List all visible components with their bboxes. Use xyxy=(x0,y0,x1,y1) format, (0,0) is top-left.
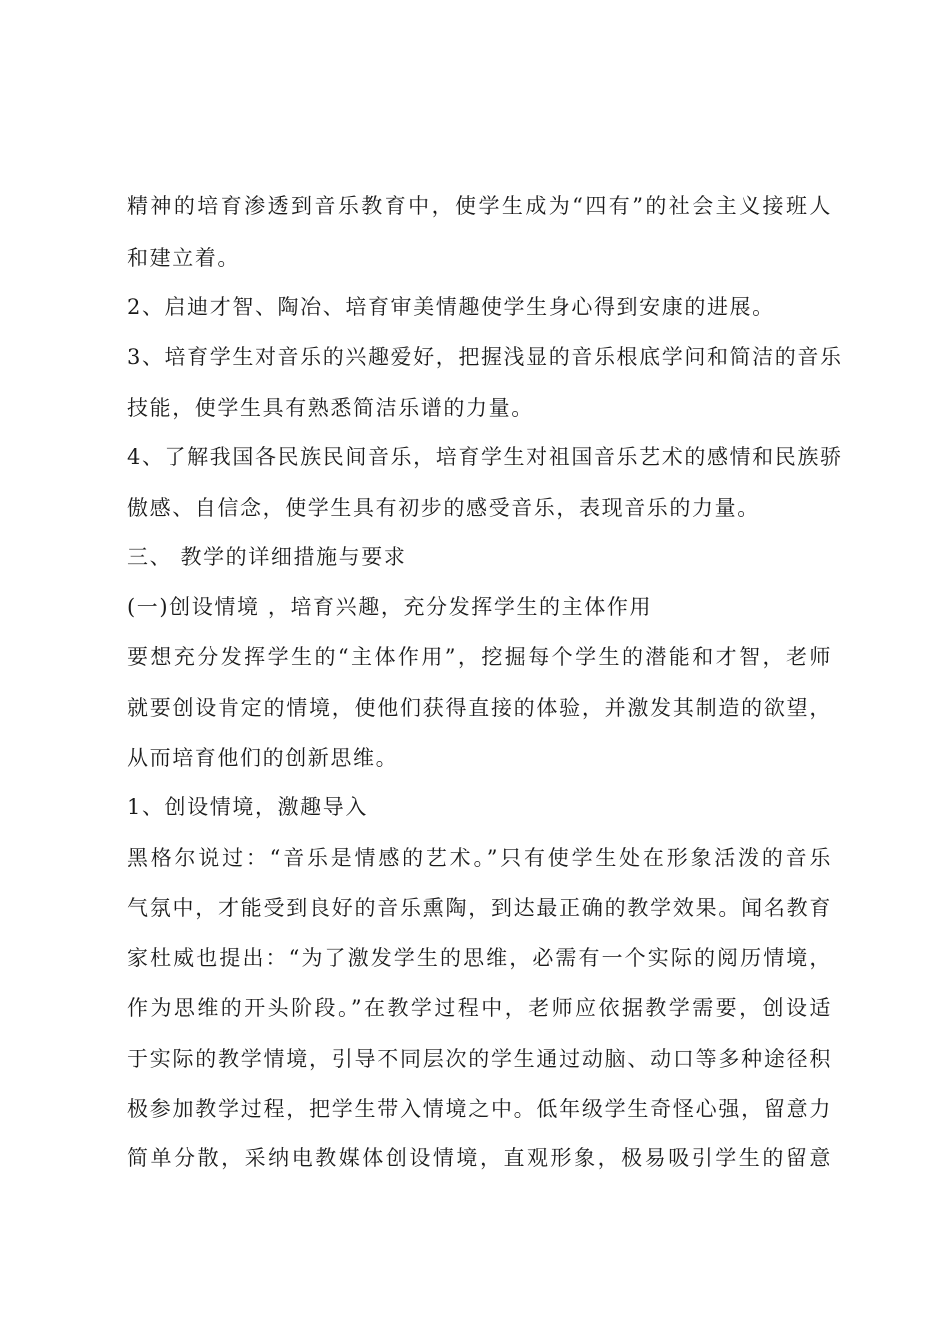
paragraph-line: 4、了解我国各民族民间音乐，培育学生对祖国音乐艺术的感情和民族骄 xyxy=(127,445,843,469)
paragraph-line: 作为思维的开头阶段。”在教学过程中，老师应依据教学需要，创设适 xyxy=(127,996,832,1020)
paragraph-line: 从而培育他们的创新思维。 xyxy=(127,746,399,770)
paragraph-line: 2、启迪才智、陶冶、培育审美情趣使学生身心得到安康的进展。 xyxy=(127,295,775,319)
paragraph-line: 气氛中，才能受到良好的音乐熏陶，到达最正确的教学效果。闻名教育 xyxy=(127,896,832,920)
paragraph-line: 于实际的教学情境，引导不同层次的学生通过动脑、动口等多种途径积 xyxy=(127,1047,832,1071)
paragraph-line: 精神的培育渗透到音乐教育中，使学生成为“四有”的社会主义接班人 xyxy=(127,194,832,218)
paragraph-line: 3、培育学生对音乐的兴趣爱好，把握浅显的音乐根底学问和简洁的音乐 xyxy=(127,345,843,369)
section-heading: 三、 教学的详细措施与要求 xyxy=(127,545,407,569)
paragraph-line: 要想充分发挥学生的“主体作用”，挖掘每个学生的潜能和才智，老师 xyxy=(127,645,832,669)
paragraph-line: 家杜威也提出：“为了激发学生的思维，必需有一个实际的阅历情境， xyxy=(127,946,832,970)
subsection-heading: (一)创设情境 ，培育兴趣，充分发挥学生的主体作用 xyxy=(127,595,653,619)
paragraph-line: 和建立着。 xyxy=(127,246,240,270)
paragraph-line: 就要创设肯定的情境，使他们获得直接的体验，并激发其制造的欲望， xyxy=(127,696,832,720)
paragraph-line: 极参加教学过程，把学生带入情境之中。低年级学生奇怪心强，留意力 xyxy=(127,1097,832,1121)
paragraph-line: 简单分散，采纳电教媒体创设情境，直观形象，极易吸引学生的留意 xyxy=(127,1146,832,1170)
paragraph-line: 傲感、自信念，使学生具有初步的感受音乐，表现音乐的力量。 xyxy=(127,496,760,520)
paragraph-line: 技能，使学生具有熟悉简洁乐谱的力量。 xyxy=(127,396,534,420)
paragraph-line: 黑格尔说过：“音乐是情感的艺术。”只有使学生处在形象活泼的音乐 xyxy=(127,846,832,870)
item-heading: 1、创设情境，激趣导入 xyxy=(127,795,368,819)
